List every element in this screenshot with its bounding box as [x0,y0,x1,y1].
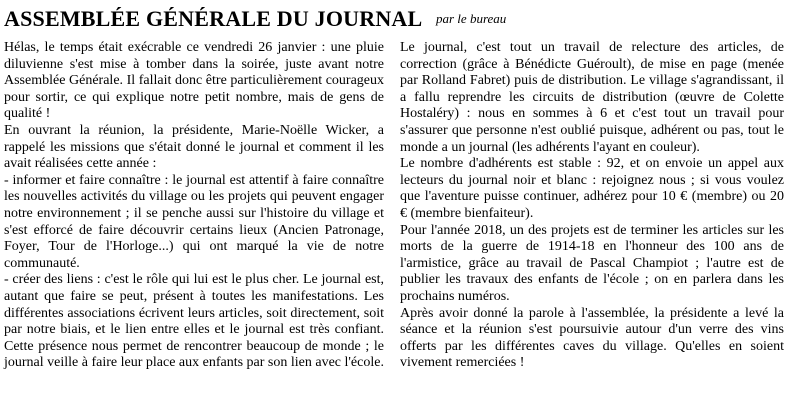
paragraph-weather: Hélas, le temps était exécrable ce vendredi 26 janvier : une pluie diluvienne s'est mise à tomber dans la soirée, juste avant notre Assemblée Générale. Il fallait donc être particulièrement courageux pour sortir, ce qui explique notre petit nombre, mais de gens de qualité ! [4,40,384,122]
article-title: ASSEMBLÉE GÉNÉRALE DU JOURNAL [4,6,423,31]
paragraph-members: Le nombre d'adhérents est stable : 92, et on envoie un appel aux lecteurs du journal noir et blanc : rejoignez nous ; si vous voulez que l'aventure puisse continuer, adhérez pour 10 € (membre) ou 20 € (membre bienfaiteur). [400,156,784,221]
paragraph-links: - créer des liens : c'est le rôle qui lui est le plus cher. Le journal est, autant que faire se peut, présent à toutes les manifestations. Les différentes associations écrivent leurs articles, soit directement, soit par notre biais, et le lien entre elles et le journal est très confiant. Cette présence nous permet de rencontrer beaucoup de monde ; le journal veille à faire leur place aux enfants par son lien avec l'école. [4,272,384,371]
paragraph-inform: - informer et faire connaître : le journal est attentif à faire connaître les nouvelles activités du village ou les projets qui peuvent engager notre environnement ; il se penche aussi sur l'histoire du village et s'est efforcé de faire découvrir certains lieux (Ancien Patronage, Foyer, Tour de l'Horloge...) qui ont marqué la vie de notre communauté. [4,172,384,271]
right-column [400,40,784,372]
paragraph-workflow: Le journal, c'est tout un travail de relecture des articles, de correction (grâce à Bénédicte Guéroult), de mise en page (menée par Rolland Fabret) puis de distribution. Le village s'agrandissant, il a fallu reprendre les circuits de distribution (œuvre de Colette Hostaléry) : nous en sommes à 6 et c'est tout un travail pour s'assurer que personne n'est oublié puisque, adhérent ou pas, tout le monde a un journal (les adhérents l'ayant en couleur). [400,40,784,155]
article-byline: par le bureau [436,11,507,26]
article-header [4,4,796,34]
paragraph-projects: Pour l'année 2018, un des projets est de terminer les articles sur les morts de la guerre de 1914-18 en l'honneur des 100 ans de l'armistice, grâce au travail de Pascal Champiot ; l'autre est de publier les travaux des enfants de l'école ; on en parlera dans les prochains numéros. [400,222,784,304]
paragraph-opening: En ouvrant la réunion, la présidente, Marie-Noëlle Wicker, a rappelé les missions que s'était donné le journal et comment il les avait réalisées cette année : [4,122,384,172]
left-column [4,40,384,372]
paragraph-closing: Après avoir donné la parole à l'assemblée, la présidente a levé la séance et la réunion s'est poursuivie autour d'un verre des vins offerts par les différentes caves du village. Qu'elles en soient vivement remerciées ! [400,305,784,371]
